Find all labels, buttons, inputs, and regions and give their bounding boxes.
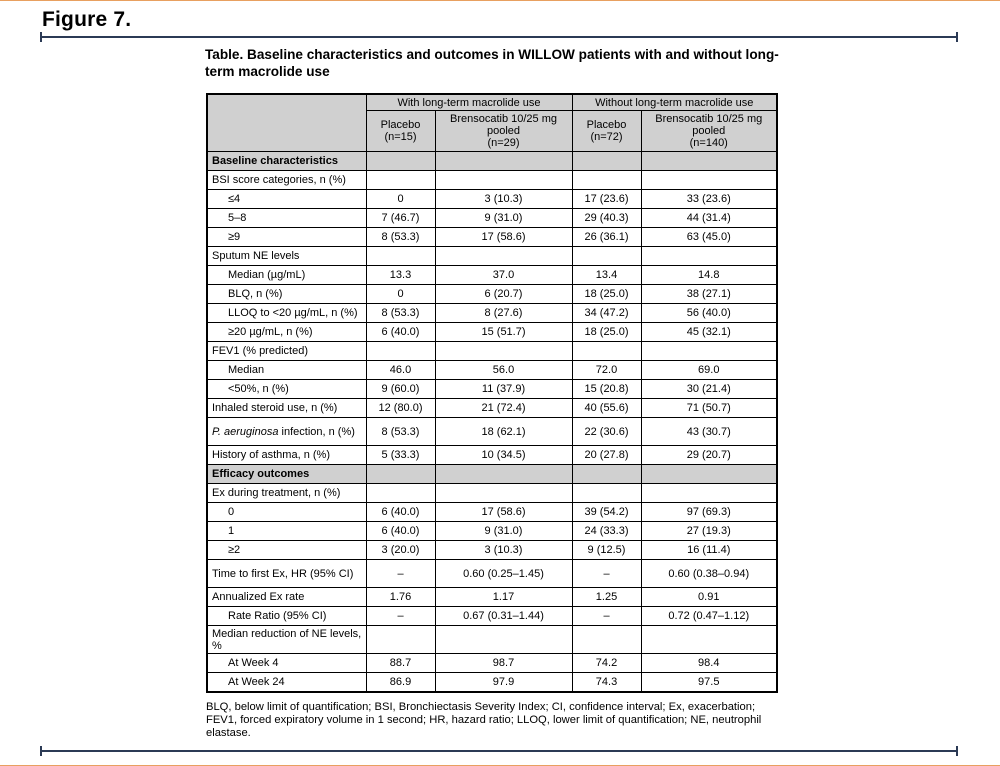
table-row — [207, 209, 777, 228]
table-row — [207, 588, 777, 607]
row-label: <50%, n (%) — [207, 380, 366, 399]
table-cell: 74.2 — [572, 654, 641, 673]
table-row — [207, 560, 777, 588]
table-cell: 1.25 — [572, 588, 641, 607]
table-row — [207, 418, 777, 446]
table-row — [207, 380, 777, 399]
table-cell — [366, 342, 435, 361]
table-cell: 20 (27.8) — [572, 446, 641, 465]
table-cell: 13.3 — [366, 266, 435, 285]
table-cell: 1.76 — [366, 588, 435, 607]
table-cell: 0 — [366, 190, 435, 209]
table-cell: 30 (21.4) — [641, 380, 777, 399]
table-cell: 71 (50.7) — [641, 399, 777, 418]
table-cell: 43 (30.7) — [641, 418, 777, 446]
table-cell — [641, 626, 777, 654]
table-row — [207, 171, 777, 190]
table-cell — [435, 152, 572, 171]
table-cell: 3 (10.3) — [435, 190, 572, 209]
table-cell — [366, 152, 435, 171]
group-label: Baseline characteristics — [207, 152, 366, 171]
row-label: Inhaled steroid use, n (%) — [207, 399, 366, 418]
table-row — [207, 607, 777, 626]
table-row — [207, 361, 777, 380]
row-label: ≥2 — [207, 541, 366, 560]
table-row — [207, 541, 777, 560]
table-cell: – — [366, 560, 435, 588]
table-row — [207, 654, 777, 673]
row-label: Rate Ratio (95% CI) — [207, 607, 366, 626]
table-cell: 16 (11.4) — [641, 541, 777, 560]
table-row — [207, 522, 777, 541]
row-label: BLQ, n (%) — [207, 285, 366, 304]
table-cell: 6 (40.0) — [366, 522, 435, 541]
column-header-line: (n=140) — [689, 137, 728, 149]
baseline-table — [206, 93, 778, 693]
table-cell: 11 (37.9) — [435, 380, 572, 399]
table-cell: 6 (40.0) — [366, 503, 435, 522]
table-cell: 1.17 — [435, 588, 572, 607]
table-cell — [572, 626, 641, 654]
table-cell: 34 (47.2) — [572, 304, 641, 323]
table-cell: 12 (80.0) — [366, 399, 435, 418]
table-cell: 9 (60.0) — [366, 380, 435, 399]
row-label: 0 — [207, 503, 366, 522]
table-cell — [641, 342, 777, 361]
column-header — [641, 111, 777, 152]
column-header — [366, 111, 435, 152]
table-cell — [366, 171, 435, 190]
group-row — [207, 152, 777, 171]
table-cell: 39 (54.2) — [572, 503, 641, 522]
table-row — [207, 285, 777, 304]
table-cell: 22 (30.6) — [572, 418, 641, 446]
table-cell: 29 (40.3) — [572, 209, 641, 228]
table-cell — [366, 484, 435, 503]
table-cell — [366, 247, 435, 266]
table-cell: 8 (27.6) — [435, 304, 572, 323]
column-header — [572, 111, 641, 152]
footnote: BLQ, below limit of quantification; BSI, Bronchiectasis Severity Index; CI, confidence interval; Ex, exacerbation; FEV1, forced expiratory volume in 1 second; HR, hazard ratio; LLOQ, lower limit of quantification; NE, neutrophil elastase. — [206, 701, 762, 739]
table-row — [207, 503, 777, 522]
table-cell: 86.9 — [366, 673, 435, 693]
table-row — [207, 342, 777, 361]
table-cell: 8 (53.3) — [366, 304, 435, 323]
table-cell: – — [572, 607, 641, 626]
table-cell — [366, 465, 435, 484]
row-label-rest: infection, n (%) — [278, 425, 355, 438]
row-label: 1 — [207, 522, 366, 541]
table-cell: 37.0 — [435, 266, 572, 285]
table-cell — [641, 465, 777, 484]
table-cell: 97.5 — [641, 673, 777, 693]
row-label: Time to first Ex, HR (95% CI) — [207, 560, 366, 588]
table-cell: 14.8 — [641, 266, 777, 285]
table-cell: 3 (10.3) — [435, 541, 572, 560]
table-cell: 3 (20.0) — [366, 541, 435, 560]
table-cell — [641, 484, 777, 503]
frame-top-border — [0, 0, 1000, 1]
table-cell: 74.3 — [572, 673, 641, 693]
table-cell: 40 (55.6) — [572, 399, 641, 418]
table-body — [207, 94, 777, 692]
table-cell: 72.0 — [572, 361, 641, 380]
table-cell: 9 (31.0) — [435, 209, 572, 228]
table-row — [207, 304, 777, 323]
table-cell — [435, 342, 572, 361]
row-label: Median (µg/mL) — [207, 266, 366, 285]
table-cell — [435, 465, 572, 484]
table-cell: 0.72 (0.47–1.12) — [641, 607, 777, 626]
row-label: Median — [207, 361, 366, 380]
table-cell: – — [572, 560, 641, 588]
table-cell: 8 (53.3) — [366, 228, 435, 247]
table-title: Table. Baseline characteristics and outcomes in WILLOW patients with and without long-term macrolide use — [205, 47, 779, 79]
row-label: At Week 4 — [207, 654, 366, 673]
row-label: LLOQ to <20 µg/mL, n (%) — [207, 304, 366, 323]
table-cell: 98.4 — [641, 654, 777, 673]
table-row — [207, 484, 777, 503]
row-label: Annualized Ex rate — [207, 588, 366, 607]
column-header-line: pooled — [692, 125, 726, 137]
figure-label: Figure 7. — [42, 8, 132, 31]
table-cell: 29 (20.7) — [641, 446, 777, 465]
column-header-line: Brensocatib 10/25 mg — [449, 113, 557, 125]
table-cell: 63 (45.0) — [641, 228, 777, 247]
table-cell: 98.7 — [435, 654, 572, 673]
table-row — [207, 247, 777, 266]
table-cell: 33 (23.6) — [641, 190, 777, 209]
table-cell: 13.4 — [572, 266, 641, 285]
table-cell — [366, 626, 435, 654]
table-cell — [572, 484, 641, 503]
table-cell: 0.91 — [641, 588, 777, 607]
table-cell — [641, 247, 777, 266]
table-cell: 21 (72.4) — [435, 399, 572, 418]
table-row — [207, 323, 777, 342]
header-corner — [207, 94, 366, 152]
row-label-italic: P. aeruginosa — [212, 425, 279, 438]
row-label: ≤4 — [207, 190, 366, 209]
header-row-groups — [207, 94, 777, 111]
table-cell: 18 (25.0) — [572, 323, 641, 342]
column-header-line: Brensocatib 10/25 mg — [655, 113, 763, 125]
row-label: 5–8 — [207, 209, 366, 228]
table-cell — [435, 247, 572, 266]
row-label: ≥9 — [207, 228, 366, 247]
table-cell: 6 (40.0) — [366, 323, 435, 342]
table-cell — [572, 171, 641, 190]
table-cell: 0 — [366, 285, 435, 304]
table-cell: 15 (20.8) — [572, 380, 641, 399]
row-label: History of asthma, n (%) — [207, 446, 366, 465]
table-cell: 7 (46.7) — [366, 209, 435, 228]
table-cell: 18 (25.0) — [572, 285, 641, 304]
table-cell: 0.67 (0.31–1.44) — [435, 607, 572, 626]
table-cell: 97 (69.3) — [641, 503, 777, 522]
row-label: At Week 24 — [207, 673, 366, 693]
row-label: Median reduction of NE levels, % — [207, 626, 366, 654]
table-cell: 56 (40.0) — [641, 304, 777, 323]
table-cell — [641, 152, 777, 171]
table-row — [207, 626, 777, 654]
row-label: ≥20 µg/mL, n (%) — [207, 323, 366, 342]
table-cell: 5 (33.3) — [366, 446, 435, 465]
table-cell: 0.60 (0.25–1.45) — [435, 560, 572, 588]
table-row — [207, 399, 777, 418]
table-cell — [435, 484, 572, 503]
table-cell: 97.9 — [435, 673, 572, 693]
table-cell: 46.0 — [366, 361, 435, 380]
column-header — [435, 111, 572, 152]
table-cell: 0.60 (0.38–0.94) — [641, 560, 777, 588]
table-cell: 15 (51.7) — [435, 323, 572, 342]
table-cell: 88.7 — [366, 654, 435, 673]
bottom-rule — [40, 750, 958, 752]
table-cell: 10 (34.5) — [435, 446, 572, 465]
table-cell: 24 (33.3) — [572, 522, 641, 541]
table-cell: 38 (27.1) — [641, 285, 777, 304]
table-cell: 6 (20.7) — [435, 285, 572, 304]
table-row — [207, 190, 777, 209]
table-row — [207, 266, 777, 285]
column-header-line: (n=72) — [590, 131, 623, 143]
table-cell: 8 (53.3) — [366, 418, 435, 446]
table-row — [207, 673, 777, 693]
table-cell: 27 (19.3) — [641, 522, 777, 541]
table-cell: 17 (58.6) — [435, 503, 572, 522]
table-cell — [572, 342, 641, 361]
group-label: Efficacy outcomes — [207, 465, 366, 484]
row-label: Sputum NE levels — [207, 247, 366, 266]
table-cell: 69.0 — [641, 361, 777, 380]
column-header-line: pooled — [486, 125, 521, 137]
column-header-line: Placebo — [586, 119, 627, 131]
table-cell: 9 (12.5) — [572, 541, 641, 560]
table-cell: – — [366, 607, 435, 626]
table-cell: 17 (58.6) — [435, 228, 572, 247]
row-label: Ex during treatment, n (%) — [207, 484, 366, 503]
header-without-macrolide: Without long-term macrolide use — [572, 94, 777, 111]
column-header-line: (n=15) — [384, 131, 417, 143]
table-row — [207, 228, 777, 247]
row-label — [207, 418, 366, 446]
table-cell — [572, 465, 641, 484]
row-label: FEV1 (% predicted) — [207, 342, 366, 361]
table-cell — [641, 171, 777, 190]
table-cell: 26 (36.1) — [572, 228, 641, 247]
group-row — [207, 465, 777, 484]
table-cell: 44 (31.4) — [641, 209, 777, 228]
top-rule — [40, 36, 958, 38]
table-cell — [572, 247, 641, 266]
table-cell: 17 (23.6) — [572, 190, 641, 209]
row-label: BSI score categories, n (%) — [207, 171, 366, 190]
table-cell: 56.0 — [435, 361, 572, 380]
table-cell: 45 (32.1) — [641, 323, 777, 342]
header-with-macrolide: With long-term macrolide use — [366, 94, 572, 111]
table-cell: 9 (31.0) — [435, 522, 572, 541]
table-cell — [435, 171, 572, 190]
column-header-line: Placebo — [380, 119, 421, 131]
column-header-line: (n=29) — [487, 137, 520, 149]
table-cell — [435, 626, 572, 654]
table-cell: 18 (62.1) — [435, 418, 572, 446]
table-row — [207, 446, 777, 465]
table-cell — [572, 152, 641, 171]
